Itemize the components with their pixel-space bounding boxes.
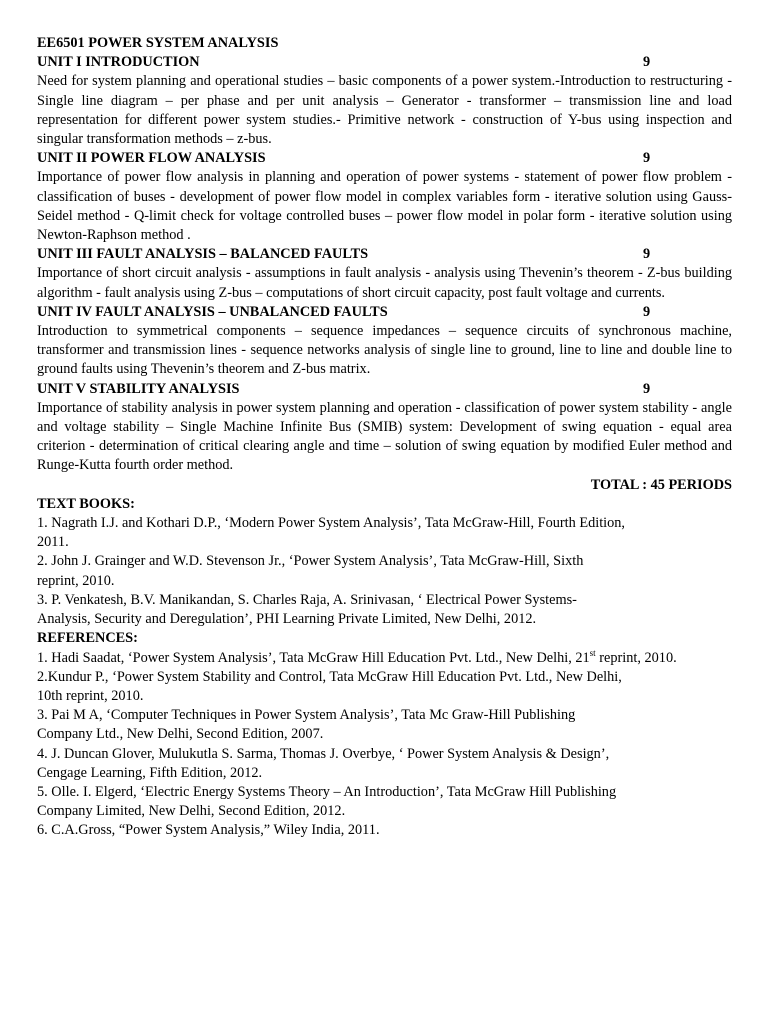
reference-item: 5. Olle. I. Elgerd, ‘Electric Energy Systems Theory – An Introduction’, Tata McGraw Hill Publishing Company Limited, New Delhi, Second Edition, 2012. — [37, 783, 617, 820]
reference-text: 1. Hadi Saadat, ‘Power System Analysis’, Tata McGraw Hill Education Pvt. Ltd., New Delhi, 21 — [37, 649, 590, 666]
text-book-item: 2. John J. Grainger and W.D. Stevenson Jr., ‘Power System Analysis’, Tata McGraw-Hill, Sixth reprint, 2010. — [37, 553, 584, 589]
unit-2 — [37, 149, 732, 245]
unit-description: Importance of stability analysis in power system planning and operation - classification of power system stability - angle and voltage stability – Single Machine Infinite Bus (SMIB) system: Development of swing equation - equal area criterion - determination of critical clearing angle and time – solution of swing equation by modified Euler method and Runge-Kutta fourth order method. — [37, 399, 732, 474]
total-periods: TOTAL : 45 PERIODS — [590, 476, 732, 493]
unit-heading — [37, 53, 732, 72]
unit-heading-text: UNIT III FAULT ANALYSIS – BALANCED FAULTS — [37, 246, 369, 263]
unit-description: Need for system planning and operational studies – basic components of a power system.-Introduction to restructuring - Single line diagram – per phase and per unit analysis – Generator - transformer – transmission line and load representation for different power system studies.- Primitive network - construction of Y-bus using inspection and singular transformation methods – z-bus. — [37, 73, 732, 148]
unit-hours: 9 — [643, 246, 651, 263]
unit-heading-text: UNIT V STABILITY ANALYSIS — [37, 380, 240, 397]
text-book-item: 1. Nagrath I.J. and Kothari D.P., ‘Modern Power System Analysis’, Tata McGraw-Hill, Fourth Edition, 2011. — [37, 515, 626, 551]
unit-5 — [37, 380, 732, 476]
unit-4 — [37, 303, 732, 380]
unit-1 — [37, 53, 732, 149]
syllabus-page — [37, 34, 732, 841]
reference-text: reprint, 2010. — [595, 649, 677, 666]
reference-item: 2.Kundur P., ‘Power System Stability and Control, Tata McGraw Hill Education Pvt. Ltd., New Delhi, 10th reprint, 2010. — [37, 668, 622, 704]
references-heading: REFERENCES: — [37, 630, 138, 647]
references-section — [37, 629, 732, 840]
unit-hours: 9 — [643, 303, 651, 320]
course-title: EE6501 POWER SYSTEM ANALYSIS — [37, 35, 279, 51]
unit-heading-text: UNIT IV FAULT ANALYSIS – UNBALANCED FAULTS — [37, 303, 388, 320]
unit-heading — [37, 149, 732, 168]
unit-3 — [37, 245, 732, 303]
reference-item: 6. C.A.Gross, “Power System Analysis,” Wiley India, 2011. — [37, 822, 380, 839]
reference-superscript: st — [589, 647, 596, 658]
text-book-item: 3. P. Venkatesh, B.V. Manikandan, S. Charles Raja, A. Srinivasan, ‘ Electrical Power Systems- Analysis, Security and Deregulation’, PHI Learning Private Limited, New Delhi, 2012. — [37, 591, 577, 628]
text-books-heading: TEXT BOOKS: — [37, 495, 135, 512]
unit-heading-text: UNIT I INTRODUCTION — [37, 54, 200, 71]
reference-item: 4. J. Duncan Glover, Mulukutla S. Sarma, Thomas J. Overbye, ‘ Power System Analysis & Design’, Cengage Learning, Fifth Edition, 2012. — [37, 745, 610, 781]
unit-heading — [37, 380, 732, 399]
reference-item — [37, 649, 732, 668]
unit-heading-text: UNIT II POWER FLOW ANALYSIS — [37, 150, 266, 167]
unit-hours: 9 — [643, 150, 651, 167]
unit-hours: 9 — [643, 380, 651, 397]
reference-item: 3. Pai M A, ‘Computer Techniques in Power System Analysis’, Tata Mc Graw-Hill Publishing Company Ltd., New Delhi, Second Edition, 2007. — [37, 707, 576, 743]
unit-description: Importance of short circuit analysis - assumptions in fault analysis - analysis using Thevenin’s theorem - Z-bus building algorithm - fault analysis using Z-bus – computations of short circuit capacity, post fault voltage and currents. — [37, 265, 732, 301]
unit-description: Introduction to symmetrical components – sequence impedances – sequence circuits of synchronous machine, transformer and transmission lines - sequence networks analysis of single line to ground, line to line and double line to ground faults using Thevenin’s theorem and Z-bus matrix. — [37, 323, 732, 378]
text-books-section — [37, 495, 732, 629]
unit-heading — [37, 245, 732, 264]
unit-hours: 9 — [643, 54, 651, 71]
unit-description: Importance of power flow analysis in planning and operation of power systems - statement of power flow problem - classification of buses - development of power flow model in complex variables form - iterative solution using Gauss-Seidel method - Q-limit check for voltage controlled buses – power flow model in polar form - iterative solution using Newton-Raphson method . — [37, 169, 732, 244]
unit-heading — [37, 303, 732, 322]
